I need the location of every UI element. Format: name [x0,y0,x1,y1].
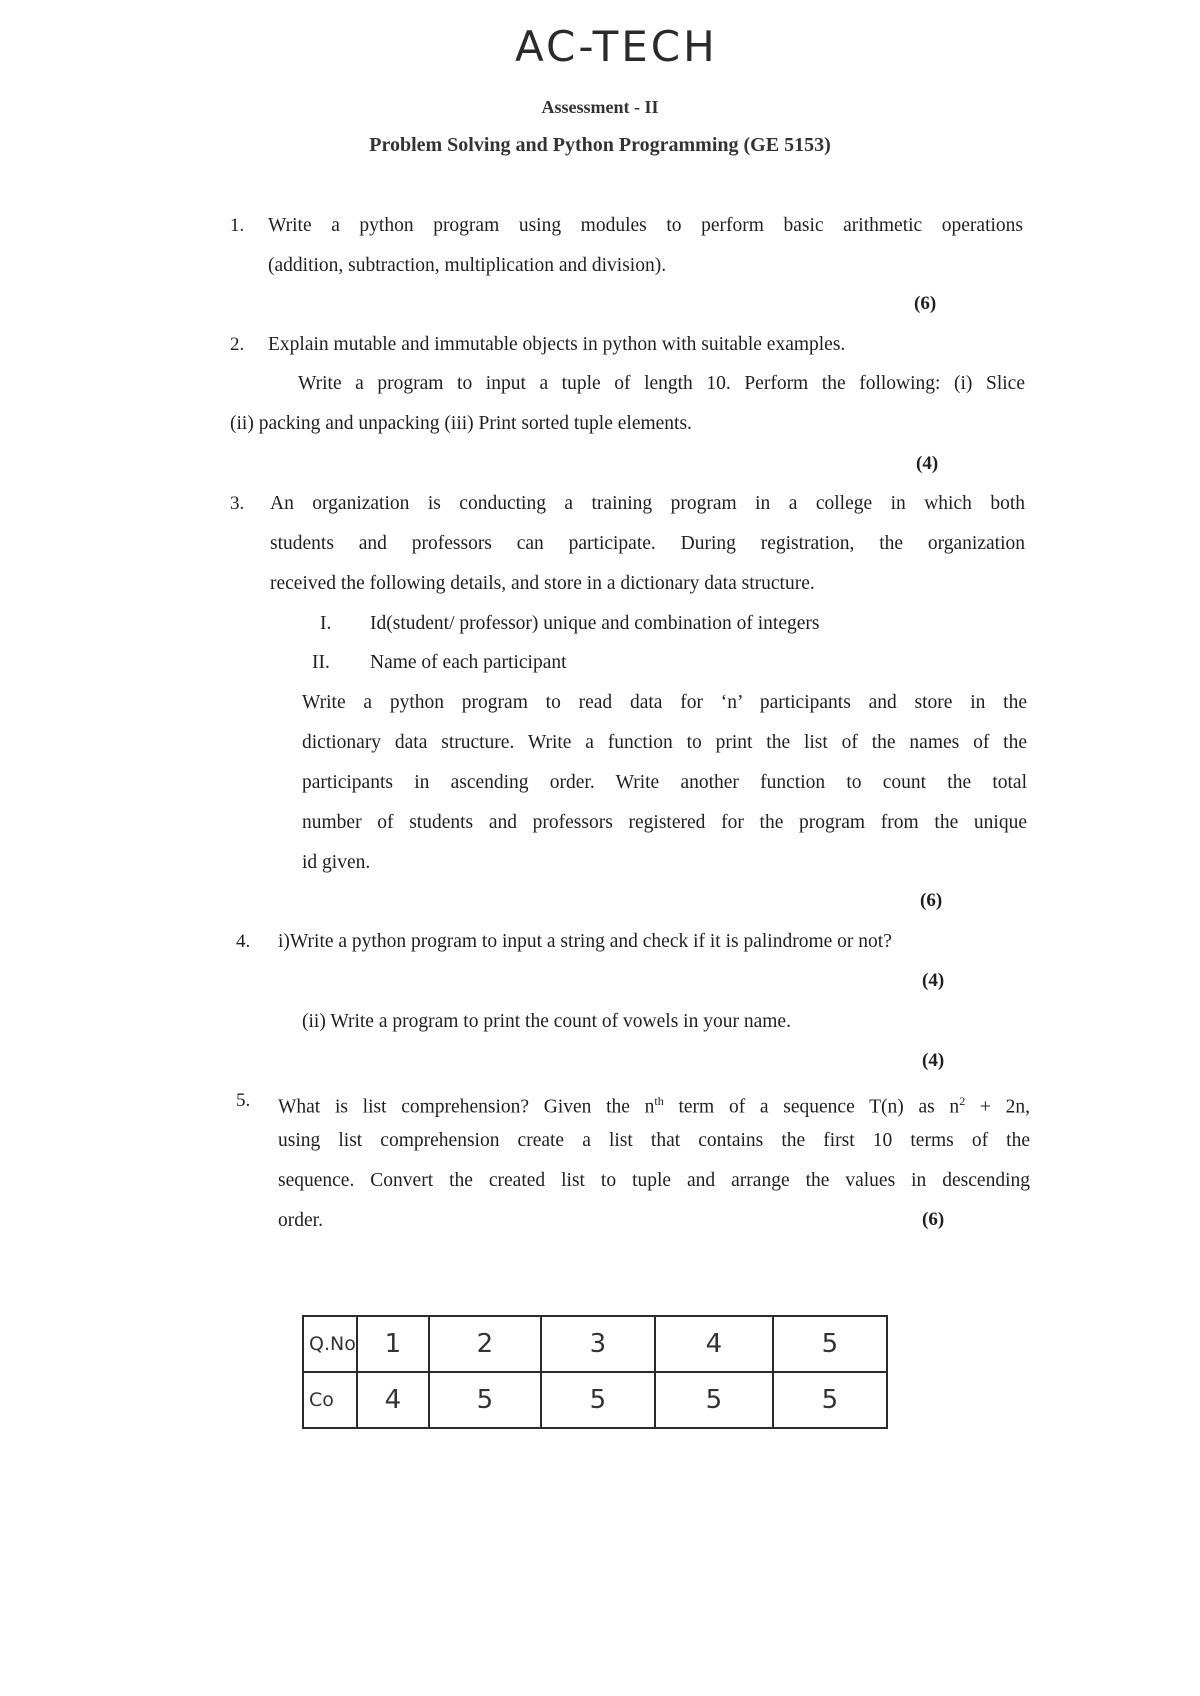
question-1-marks: (6) [914,293,937,314]
table-cell: 2 [429,1316,541,1372]
question-5-line-1 [278,1089,1030,1120]
question-3-line-3: received the following details, and store in a dictionary data structure. [270,573,815,594]
table-row [303,1372,887,1428]
question-3-item-1-numeral: I. [320,613,332,634]
question-3-task-line-3: participants in ascending order. Write another function to count the total [302,772,1027,793]
question-5-line-1-b: term of a sequence T(n) as n [663,1096,960,1118]
table-cell: 5 [773,1316,887,1372]
question-1-number: 1. [230,215,245,236]
question-2-line-2: Write a program to input a tuple of length 10. Perform the following: (i) Slice [298,373,1025,394]
table-cell: 4 [357,1372,429,1428]
question-4-number: 4. [236,931,251,952]
question-3-item-1-text: Id(student/ professor) unique and combination of integers [370,613,820,634]
co-mapping-table [302,1315,888,1429]
table-cell: Co [303,1372,357,1428]
question-3-item-2-numeral: II. [312,652,330,673]
table-row [303,1316,887,1372]
table-cell: 5 [541,1372,655,1428]
question-3-item-2-text: Name of each participant [370,652,567,673]
table-cell: 5 [773,1372,887,1428]
question-3-line-2: students and professors can participate. During registration, the organization [270,533,1025,554]
question-4-part-2: (ii) Write a program to print the count of vowels in your name. [302,1011,791,1032]
question-2-number: 2. [230,334,245,355]
table-cell: 1 [357,1316,429,1372]
question-5-line-4: order. [278,1210,323,1231]
question-3-task-line-1: Write a python program to read data for ‘n’ participants and store in the [302,692,1027,713]
question-3-task-line-5: id given. [302,852,371,873]
table-cell: 4 [655,1316,773,1372]
question-4-part-1-marks: (4) [922,970,945,991]
table-cell: 5 [655,1372,773,1428]
subject-heading: Problem Solving and Python Programming (GE 5153) [369,134,831,156]
question-4-part-2-marks: (4) [922,1050,945,1071]
question-5-marks: (6) [922,1209,945,1230]
question-5-number: 5. [236,1090,251,1111]
question-4-part-1: i)Write a python program to input a string and check if it is palindrome or not? [278,931,892,952]
question-3-task-line-2: dictionary data structure. Write a function to print the list of the names of the [302,732,1027,753]
question-2-line-3: (ii) packing and unpacking (iii) Print sorted tuple elements. [230,413,692,434]
question-1-line-1: Write a python program using modules to perform basic arithmetic operations [268,215,1023,236]
question-5-line-1-a: What is list comprehension? Given the n [278,1096,655,1118]
question-5-line-1-c: + 2n, [965,1096,1030,1118]
question-3-number: 3. [230,493,245,514]
question-5-line-2: using list comprehension create a list that contains the first 10 terms of the [278,1130,1030,1151]
question-5-line-3: sequence. Convert the created list to tuple and arrange the values in descending [278,1170,1030,1191]
question-5-line-1-sup: th [654,1094,664,1108]
question-3-line-1: An organization is conducting a training program in a college in which both [270,493,1025,514]
question-2-marks: (4) [916,453,939,474]
question-5-line-1-sup-2: 2 [959,1094,966,1108]
question-3-marks: (6) [920,890,943,911]
table-cell: 3 [541,1316,655,1372]
assessment-heading: Assessment - II [541,97,659,117]
table-cell: Q.No [303,1316,357,1372]
handwritten-title: AC-TECH [515,22,718,71]
question-1-line-2: (addition, subtraction, multiplication and division). [268,255,667,276]
question-3-task-line-4: number of students and professors registered for the program from the unique [302,812,1027,833]
question-2-line-1: Explain mutable and immutable objects in python with suitable examples. [268,334,846,355]
table-cell: 5 [429,1372,541,1428]
